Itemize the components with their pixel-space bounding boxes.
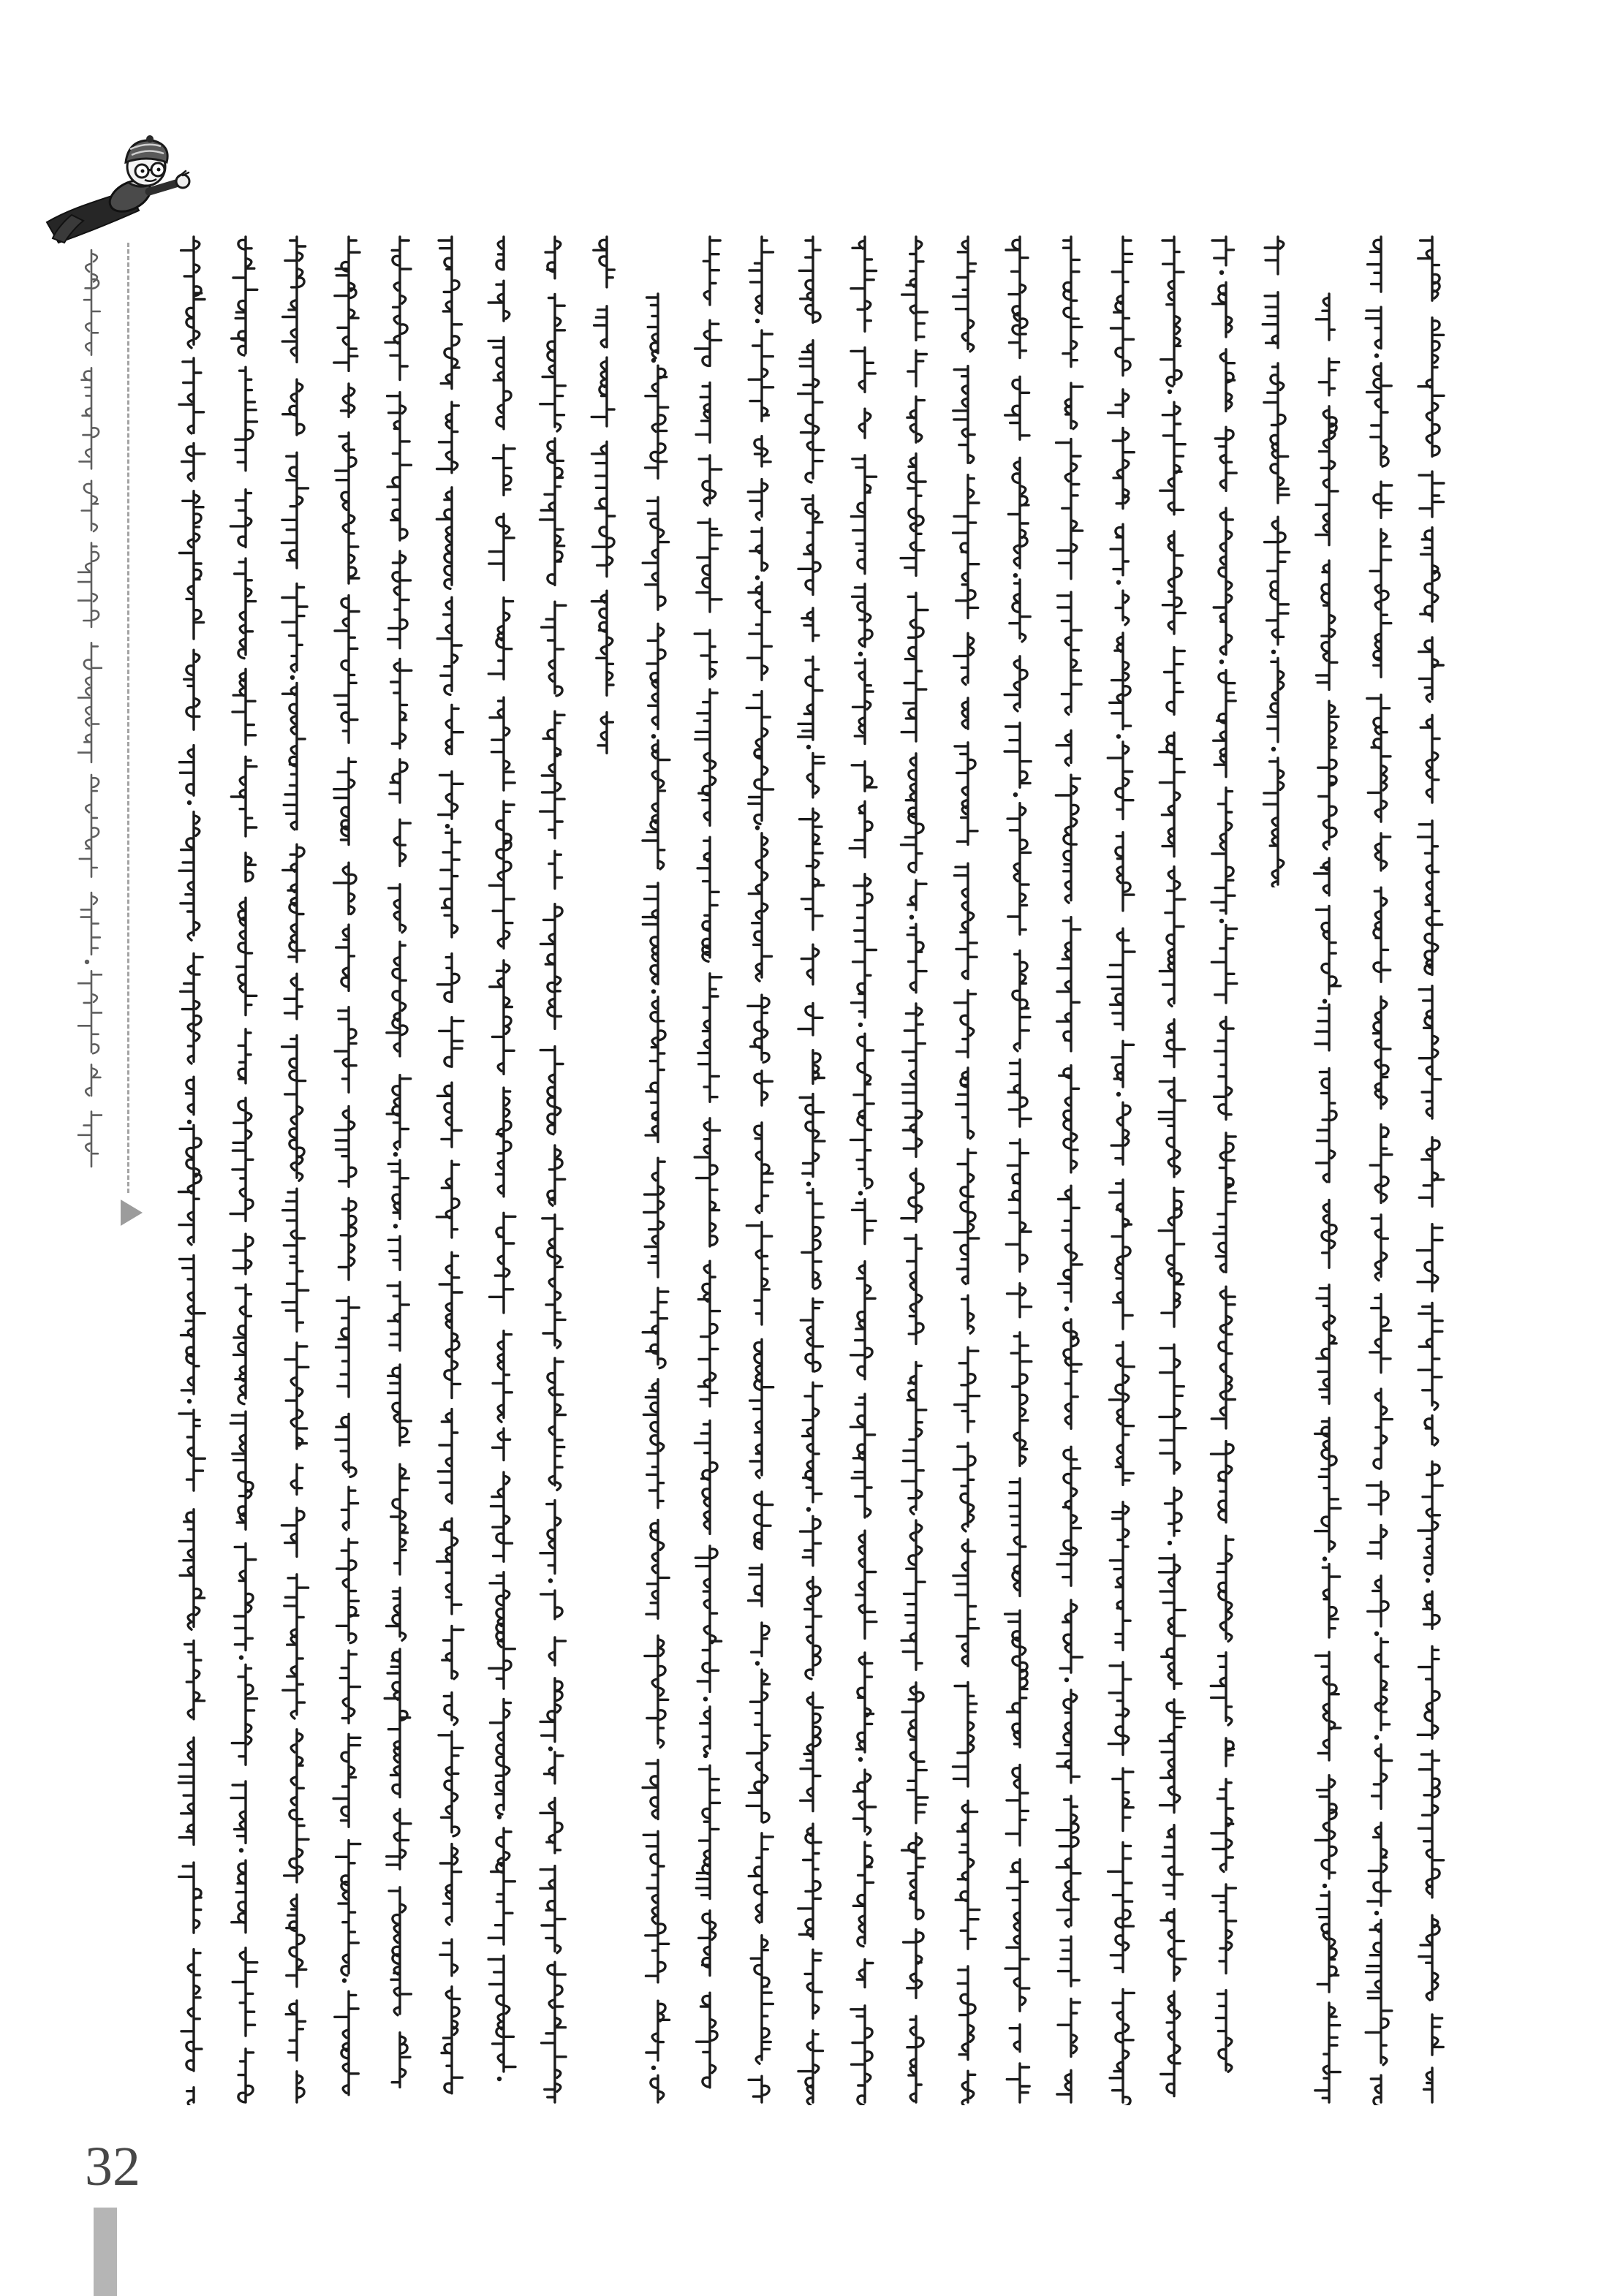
script-glyphs (1260, 234, 1292, 887)
script-glyphs (330, 234, 363, 2105)
script-glyphs (1208, 234, 1240, 2105)
text-column (1053, 234, 1085, 2105)
text-column (589, 234, 621, 785)
page-number: 32 (85, 2136, 140, 2197)
text-column (795, 234, 827, 2105)
script-glyphs (537, 234, 569, 2105)
script-glyphs (1414, 234, 1446, 2105)
script-glyphs (847, 234, 879, 2105)
text-column (744, 234, 776, 2105)
script-glyphs (77, 247, 102, 1170)
text-column (175, 234, 208, 2105)
script-glyphs (485, 234, 518, 2105)
text-column (898, 234, 930, 2105)
text-column (1105, 234, 1137, 2105)
flying-mascot-illustration (42, 129, 199, 249)
text-column (692, 234, 724, 2105)
text-column (485, 234, 518, 2105)
text-column (1414, 234, 1446, 2105)
script-glyphs (1363, 234, 1395, 2105)
script-glyphs (382, 234, 414, 2105)
script-glyphs (227, 234, 260, 2105)
script-glyphs (1156, 234, 1188, 2105)
text-column (330, 234, 363, 2105)
script-glyphs (279, 234, 311, 2105)
script-glyphs (795, 234, 827, 2105)
script-glyphs (692, 234, 724, 2105)
text-column (227, 234, 260, 2105)
text-column (1363, 234, 1395, 2105)
script-glyphs (175, 234, 208, 2105)
text-column (382, 234, 414, 2105)
text-column (950, 234, 982, 2105)
text-column (1208, 234, 1240, 2105)
script-glyphs (898, 234, 930, 2105)
header-arrow-marker (118, 1197, 145, 1228)
page-edge-tab (94, 2208, 117, 2296)
text-column (847, 234, 879, 2105)
text-column (537, 234, 569, 2105)
text-column (1002, 234, 1034, 2105)
body-text-block (175, 234, 1455, 2113)
script-glyphs (1053, 234, 1085, 2105)
header-dashed-rule (127, 243, 129, 1193)
text-column (1311, 291, 1343, 2105)
script-glyphs (744, 234, 776, 2105)
script-glyphs (950, 234, 982, 2105)
script-glyphs (1105, 234, 1137, 2105)
text-column (434, 234, 466, 2105)
script-glyphs (640, 291, 672, 2105)
script-glyphs (589, 234, 621, 785)
script-glyphs (1311, 291, 1343, 2105)
text-column (1156, 234, 1188, 2105)
script-glyphs (434, 234, 466, 2105)
text-column (279, 234, 311, 2105)
text-column (640, 291, 672, 2105)
running-header (77, 247, 102, 1170)
script-glyphs (1002, 234, 1034, 2105)
text-column (1260, 234, 1292, 887)
